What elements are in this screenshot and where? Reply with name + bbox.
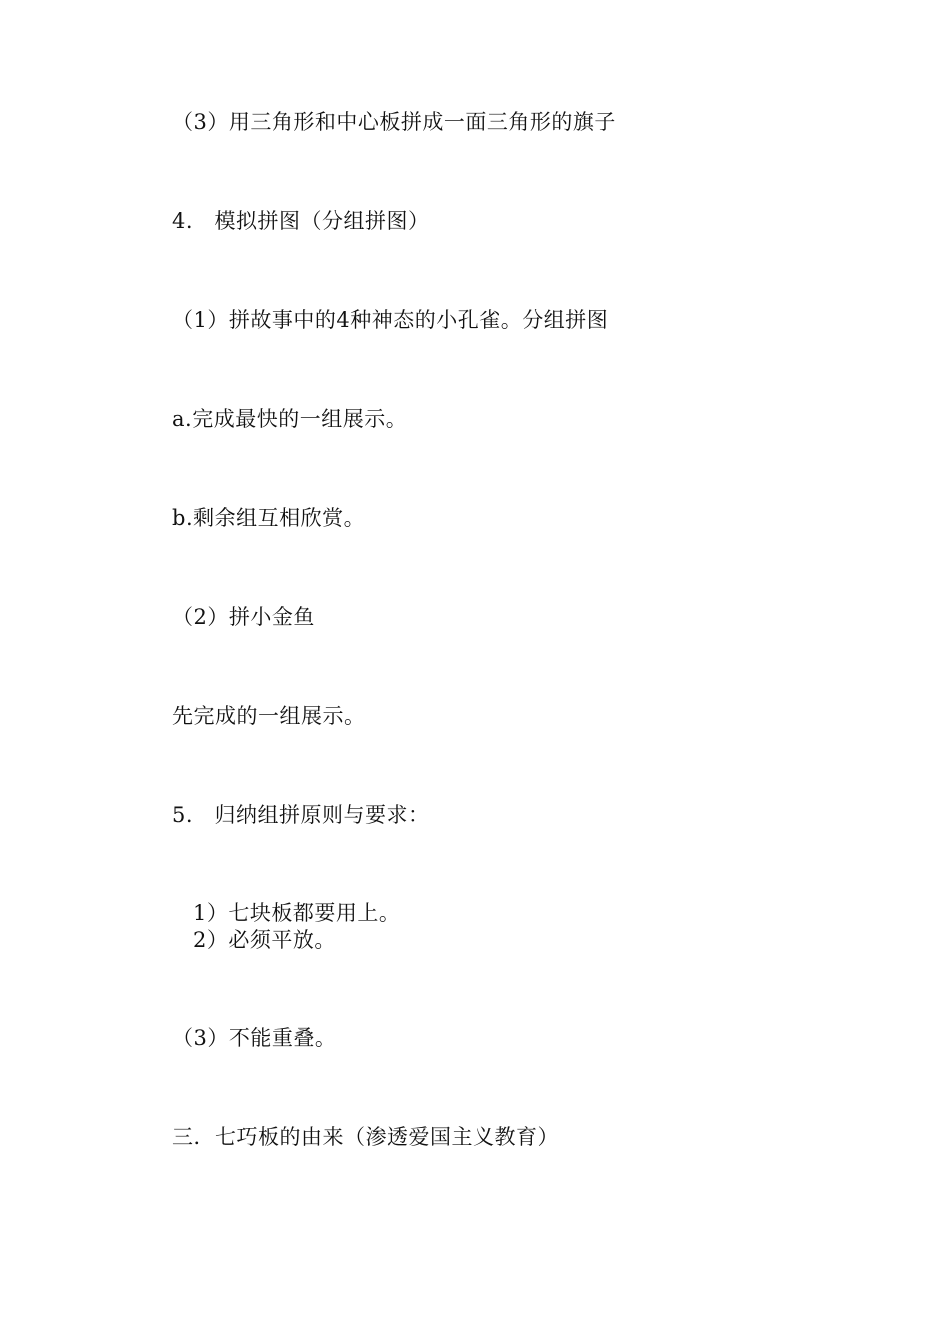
heading-5-principles: 5. 归纳组拼原则与要求： xyxy=(172,803,430,827)
paragraph-item-b: b.剩余组互相欣赏。 xyxy=(172,506,366,530)
rule-item-3: （3）不能重叠。 xyxy=(172,1026,337,1050)
rule-item-2: 2）必须平放。 xyxy=(193,928,336,952)
paragraph-peacock-puzzle: （1）拼故事中的4种神态的小孔雀。分组拼图 xyxy=(172,308,609,332)
paragraph-step-3-triangle-flag: （3）用三角形和中心板拼成一面三角形的旗子 xyxy=(172,110,616,134)
section-3-heading: 三．七巧板的由来（渗透爱国主义教育） xyxy=(172,1125,559,1149)
heading-4-simulated-puzzle: 4. 模拟拼图（分组拼图） xyxy=(172,209,430,233)
paragraph-item-a: a.完成最快的一组展示。 xyxy=(172,407,408,431)
rule-item-1: 1）七块板都要用上。 xyxy=(193,901,401,925)
paragraph-goldfish-puzzle: （2）拼小金鱼 xyxy=(172,605,315,629)
paragraph-first-group-display: 先完成的一组展示。 xyxy=(172,704,366,728)
